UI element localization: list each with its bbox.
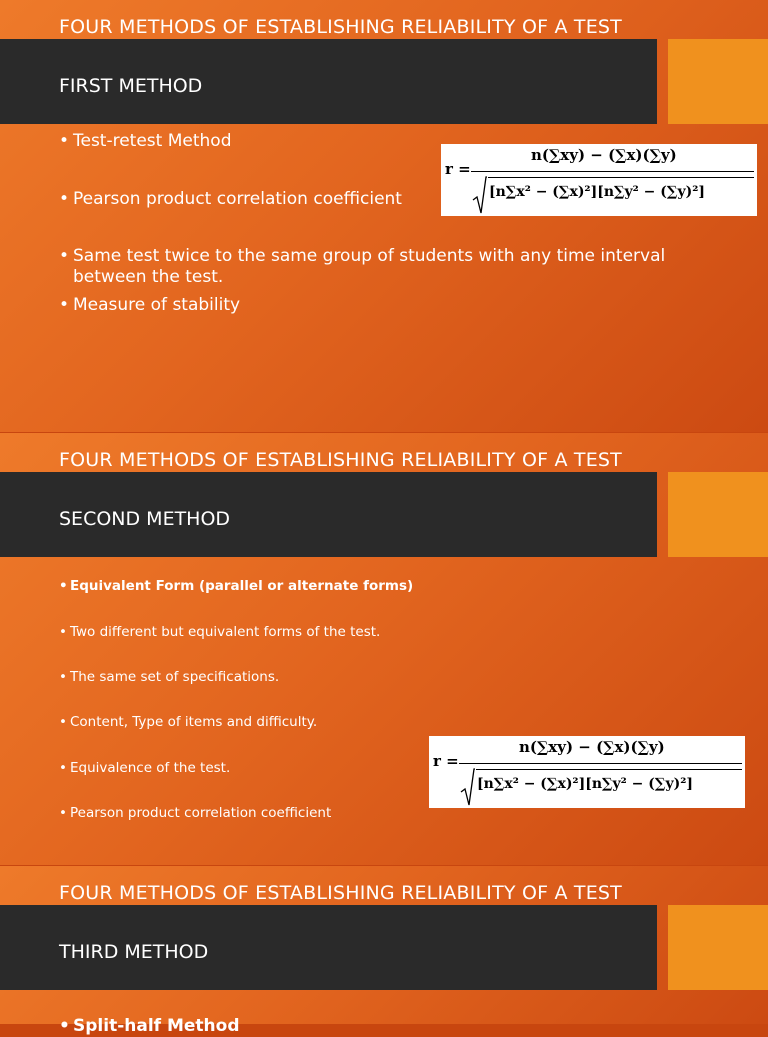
pearson-formula — [429, 736, 745, 808]
slide-heading: FOUR METHODS OF ESTABLISHING RELIABILITY OF A TEST — [59, 16, 622, 38]
accent-box — [668, 905, 768, 990]
bullet-item: • Pearson product correlation coefficient — [59, 189, 402, 209]
bullet-dot-icon: • — [59, 578, 68, 594]
formula-numerator: n(∑xy) − (∑x)(∑y) — [531, 146, 677, 164]
square-root-icon — [461, 766, 475, 806]
bullet-dot-icon: • — [59, 624, 67, 640]
square-root-icon — [473, 174, 487, 214]
formula-denominator: [n∑x² − (∑x)²][n∑y² − (∑y)²] — [489, 184, 705, 200]
bullet-item: • Pearson product correlation coefficient — [59, 805, 332, 821]
bullet-item: • Content, Type of items and difficulty. — [59, 714, 318, 730]
bullet-dot-icon: • — [59, 805, 67, 821]
bullet-item: • Same test twice to the same group of students with any time interval between the test. — [59, 246, 666, 287]
formula-lhs: r = — [445, 160, 471, 178]
slide-title: THIRD METHOD — [59, 941, 209, 963]
bullet-dot-icon: • — [59, 669, 67, 685]
bullet-dot-icon: • — [59, 131, 70, 151]
bullet-item: • Two different but equivalent forms of the test. — [59, 624, 381, 640]
pearson-formula — [441, 144, 757, 216]
bullet-dot-icon: • — [59, 246, 70, 266]
bullet-item: • Test-retest Method — [59, 131, 232, 151]
formula-lhs: r = — [433, 752, 459, 770]
accent-box — [668, 472, 768, 557]
accent-box — [668, 39, 768, 124]
bullet-dot-icon: • — [59, 714, 67, 730]
fraction-line — [459, 763, 742, 764]
bullet-item: • Measure of stability — [59, 295, 241, 315]
title-bar — [0, 39, 657, 124]
slide-heading: FOUR METHODS OF ESTABLISHING RELIABILITY OF A TEST — [59, 449, 622, 471]
slide-heading: FOUR METHODS OF ESTABLISHING RELIABILITY OF A TEST — [59, 882, 622, 904]
title-bar — [0, 472, 657, 557]
bullet-dot-icon: • — [59, 760, 67, 776]
bullet-item: • Equivalence of the test. — [59, 760, 231, 776]
bullet-dot-icon: • — [59, 189, 70, 209]
slide-title: FIRST METHOD — [59, 75, 203, 97]
root-bar — [488, 177, 754, 178]
root-bar — [476, 769, 742, 770]
slide-second-method — [0, 433, 768, 865]
bullet-item: • The same set of specifications. — [59, 669, 280, 685]
title-bar — [0, 905, 657, 990]
slide-title: SECOND METHOD — [59, 508, 231, 530]
fraction-line — [471, 171, 754, 172]
formula-denominator: [n∑x² − (∑x)²][n∑y² − (∑y)²] — [477, 776, 693, 792]
slide-first-method — [0, 0, 768, 432]
bullet-dot-icon: • — [59, 295, 70, 315]
bullet-item: • Split-half Method — [59, 1016, 240, 1036]
slide-third-method — [0, 866, 768, 1036]
bullet-dot-icon: • — [59, 1016, 70, 1036]
formula-numerator: n(∑xy) − (∑x)(∑y) — [519, 738, 665, 756]
bullet-item: • Equivalent Form (parallel or alternate forms) — [59, 578, 414, 594]
